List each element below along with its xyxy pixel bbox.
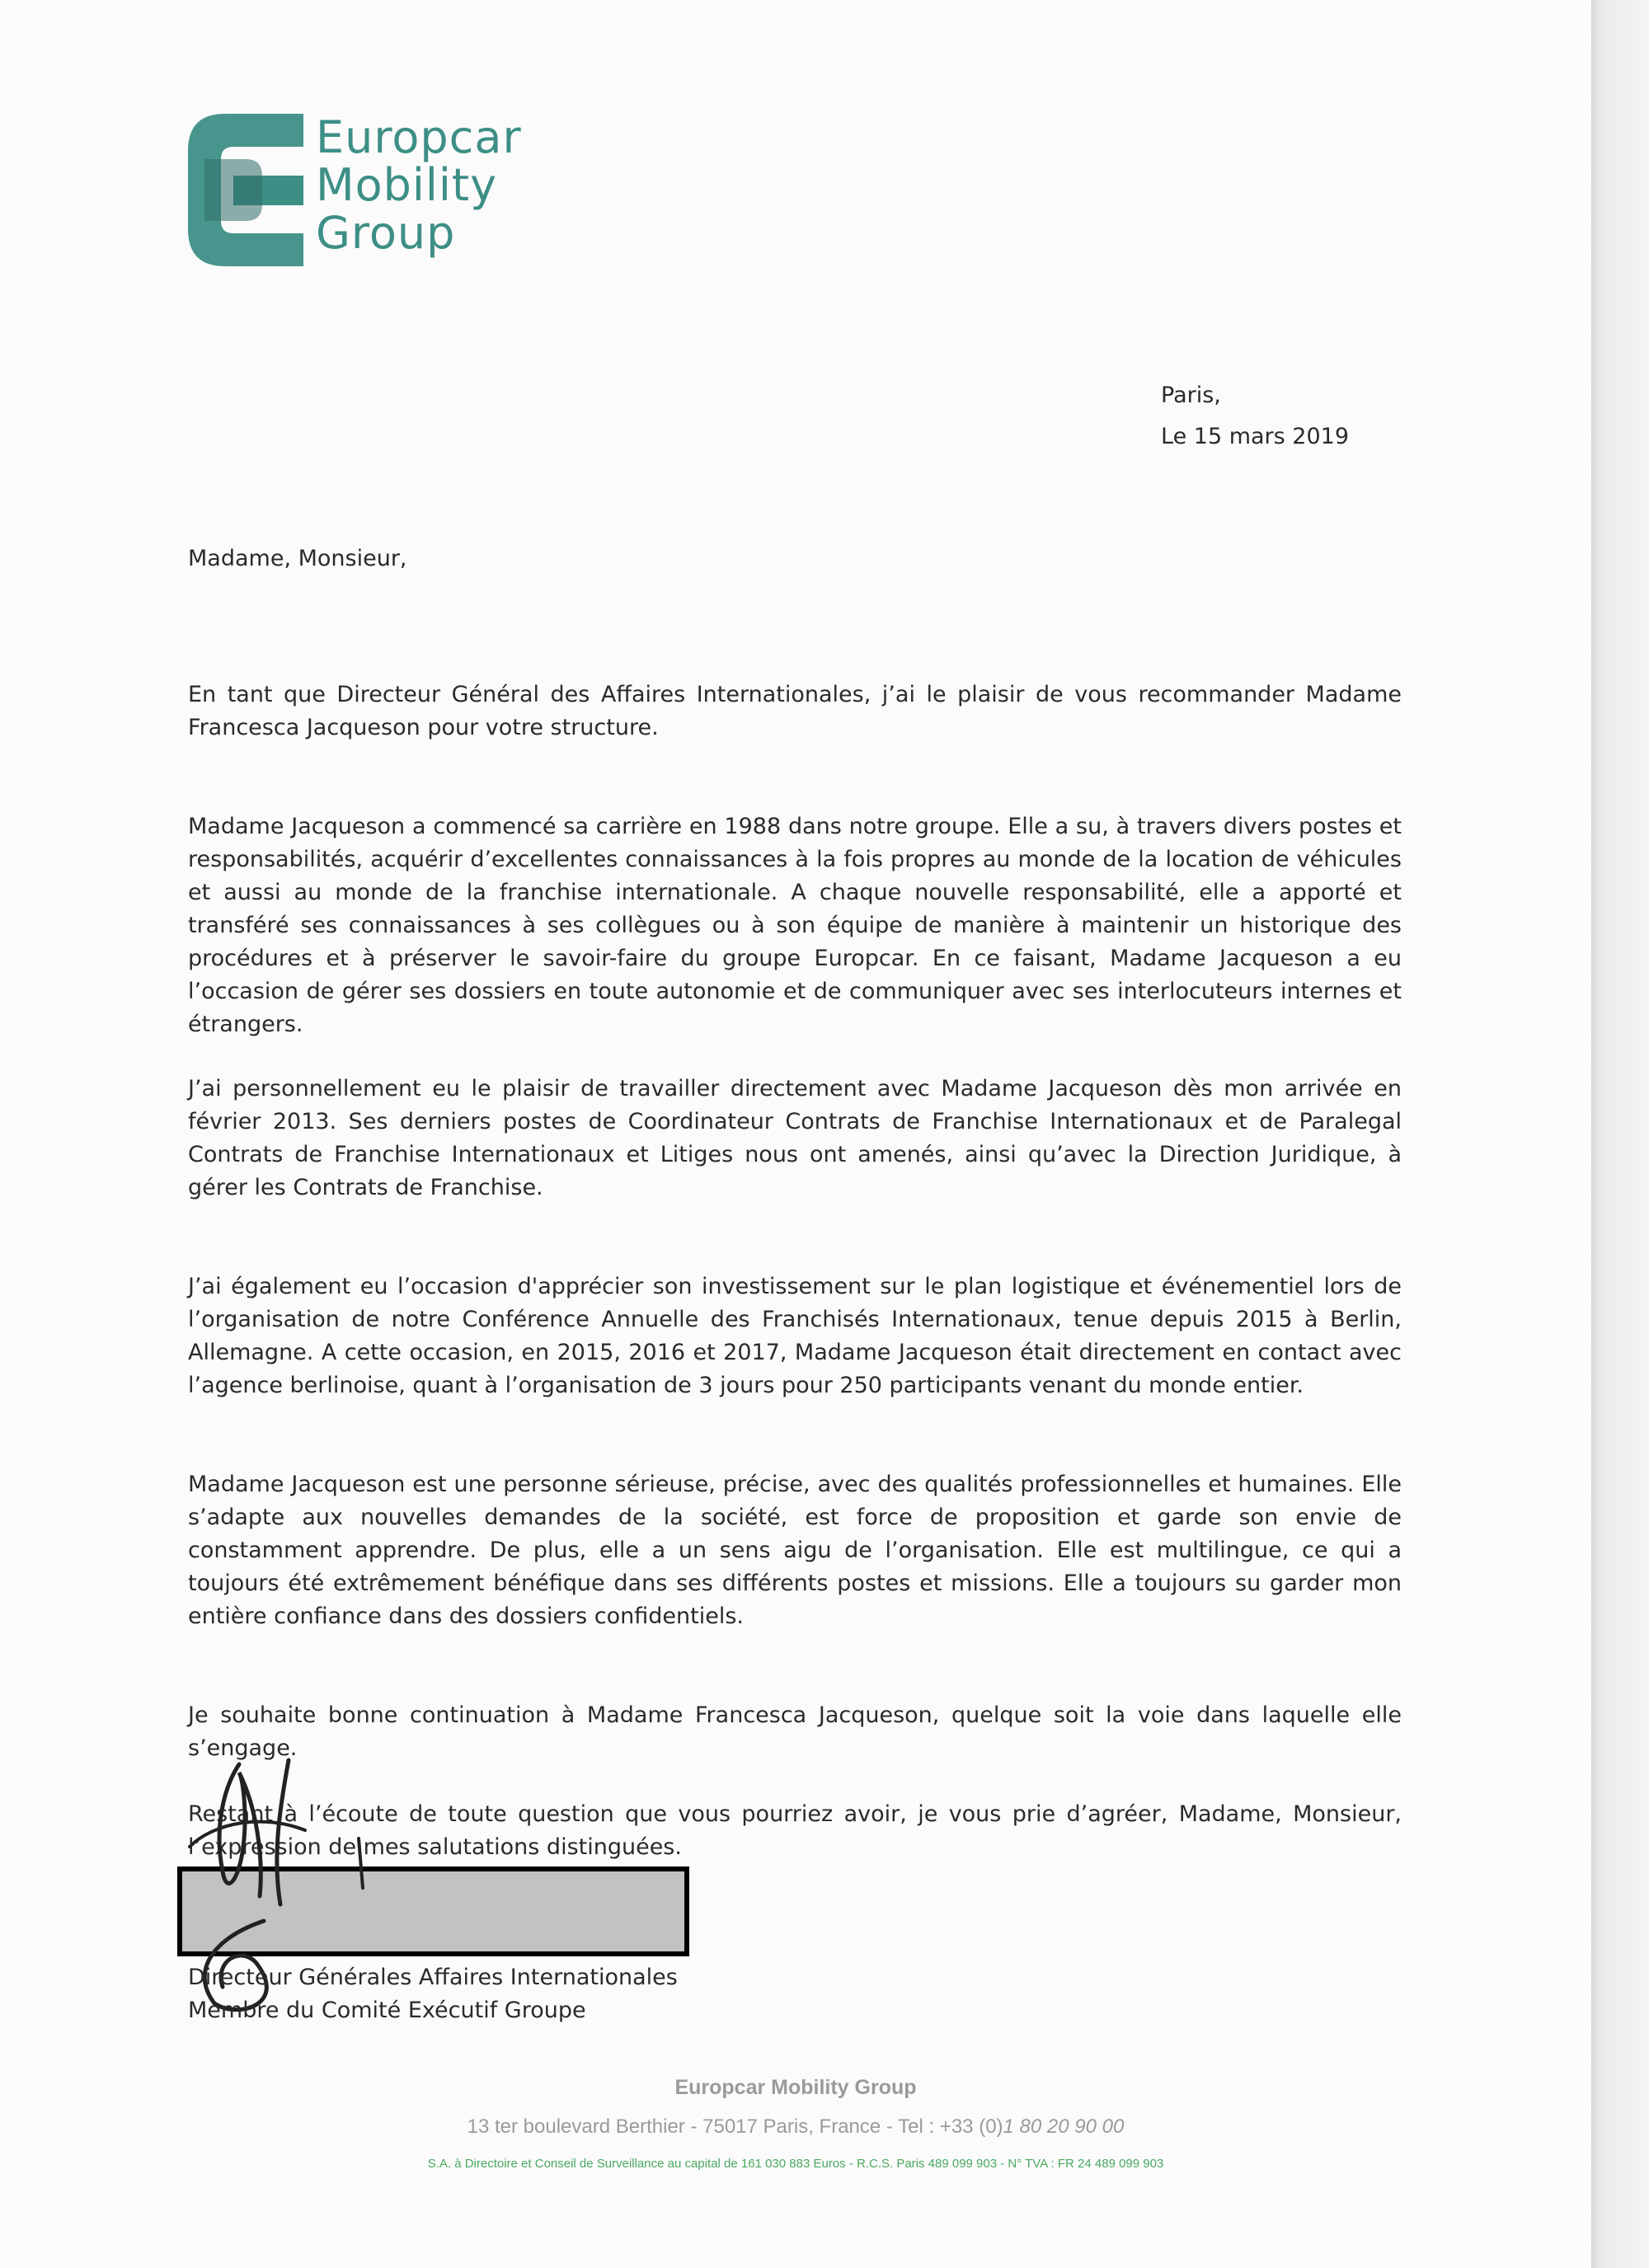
footer-phone: 1 80 20 90 00 — [1003, 2115, 1125, 2138]
europcar-logo-icon — [188, 114, 303, 266]
scan-page-edge — [1591, 0, 1649, 2268]
signatory-title — [188, 1961, 678, 2027]
logo-line-2: Mobility — [316, 159, 498, 211]
footer-company: Europcar Mobility Group — [674, 2076, 917, 2099]
logo-line-3: Group — [316, 207, 456, 259]
company-logo — [188, 111, 567, 279]
date: Le 15 mars 2019 — [1161, 424, 1350, 449]
signatory-committee: Membre du Comité Exécutif Groupe — [188, 1998, 586, 2023]
salutation: Madame, Monsieur, — [188, 546, 407, 571]
paragraph-collaboration: J’ai personnellement eu le plaisir de travailler directement avec Madame Jacqueson dès mon arrivée en février 2013. Ses derniers postes de Coordinateur Contrats de Franchise Internationaux et de Paralegal Contrats de Franchise Internationaux et Litiges nous ont amenés, ainsi qu’avec la Direction Juridique, à gérer les Contrats de Franchise. — [188, 1076, 1402, 1200]
paragraph-intro: En tant que Directeur Général des Affaires Internationales, j’ai le plaisir de vous recommander Madame Francesca Jacqueson pour votre structure. — [188, 682, 1402, 740]
place: Paris, — [1161, 383, 1221, 408]
logo-wordmark — [316, 111, 522, 259]
place-date-block — [1161, 375, 1349, 458]
signatory-role: Directeur Générales Affaires Internationales — [188, 1965, 678, 1990]
logo-line-1: Europcar — [316, 111, 522, 163]
footer-address — [0, 2115, 1591, 2139]
paragraph-wishes: Je souhaite bonne continuation à Madame Francesca Jacqueson, quelque soit la voie dans laquelle elle s’engage. — [188, 1702, 1402, 1761]
paragraph-qualities: Madame Jacqueson est une personne sérieuse, précise, avec des qualités professionnelles et humaines. Elle s’adapte aux nouvelles demandes de la société, est force de proposition et garde son envie de constamment apprendre. De plus, elle a un sens aigu de l’organisation. Elle est multilingue, ce qui a toujours été extrêmement bénéfique dans ses différents postes et missions. Elle a toujours su garder mon entière confiance dans des dossiers confidentiels. — [188, 1472, 1402, 1629]
footer-legal: S.A. à Directoire et Conseil de Surveillance au capital de 161 030 883 Euros - R.C.S. Paris 489 099 903 - N° TVA : FR 24 489 099 903 — [427, 2157, 1164, 2171]
paragraph-conference: J’ai également eu l’occasion d'apprécier son investissement sur le plan logistique et événementiel lors de l’organisation de notre Conférence Annuelle des Franchisés Internationaux, tenue depuis 2015 à Berlin, Allemagne. A cette occasion, en 2015, 2016 et 2017, Madame Jacqueson était directement en contact avec l’agence berlinoise, quant à l’organisation de 3 jours pour 250 participants venant du monde entier. — [188, 1274, 1402, 1398]
footer-address-text: 13 ter boulevard Berthier - 75017 Paris, France - Tel : +33 (0) — [467, 2115, 1003, 2138]
paragraph-closing: Restant à l’écoute de toute question que vous pourriez avoir, je vous prie d’agréer, Madame, Monsieur, l’expression de mes salutations distinguées. — [188, 1801, 1402, 1860]
paragraph-career: Madame Jacqueson a commencé sa carrière en 1988 dans notre groupe. Elle a su, à travers divers postes et responsabilités, acquérir d’excellentes connaissances à la fois propres au monde de la location de véhicules et aussi au monde de la franchise internationale. A chaque nouvelle responsabilité, elle a apporté et transféré ses connaissances à ses collègues ou à son équipe de manière à maintenir un historique des procédures et à préserver le savoir-faire du groupe Europcar. En ce faisant, Madame Jacqueson a eu l’occasion de gérer ses dossiers en toute autonomie et de communiquer avec ses interlocuteurs internes et étrangers. — [188, 814, 1402, 1037]
